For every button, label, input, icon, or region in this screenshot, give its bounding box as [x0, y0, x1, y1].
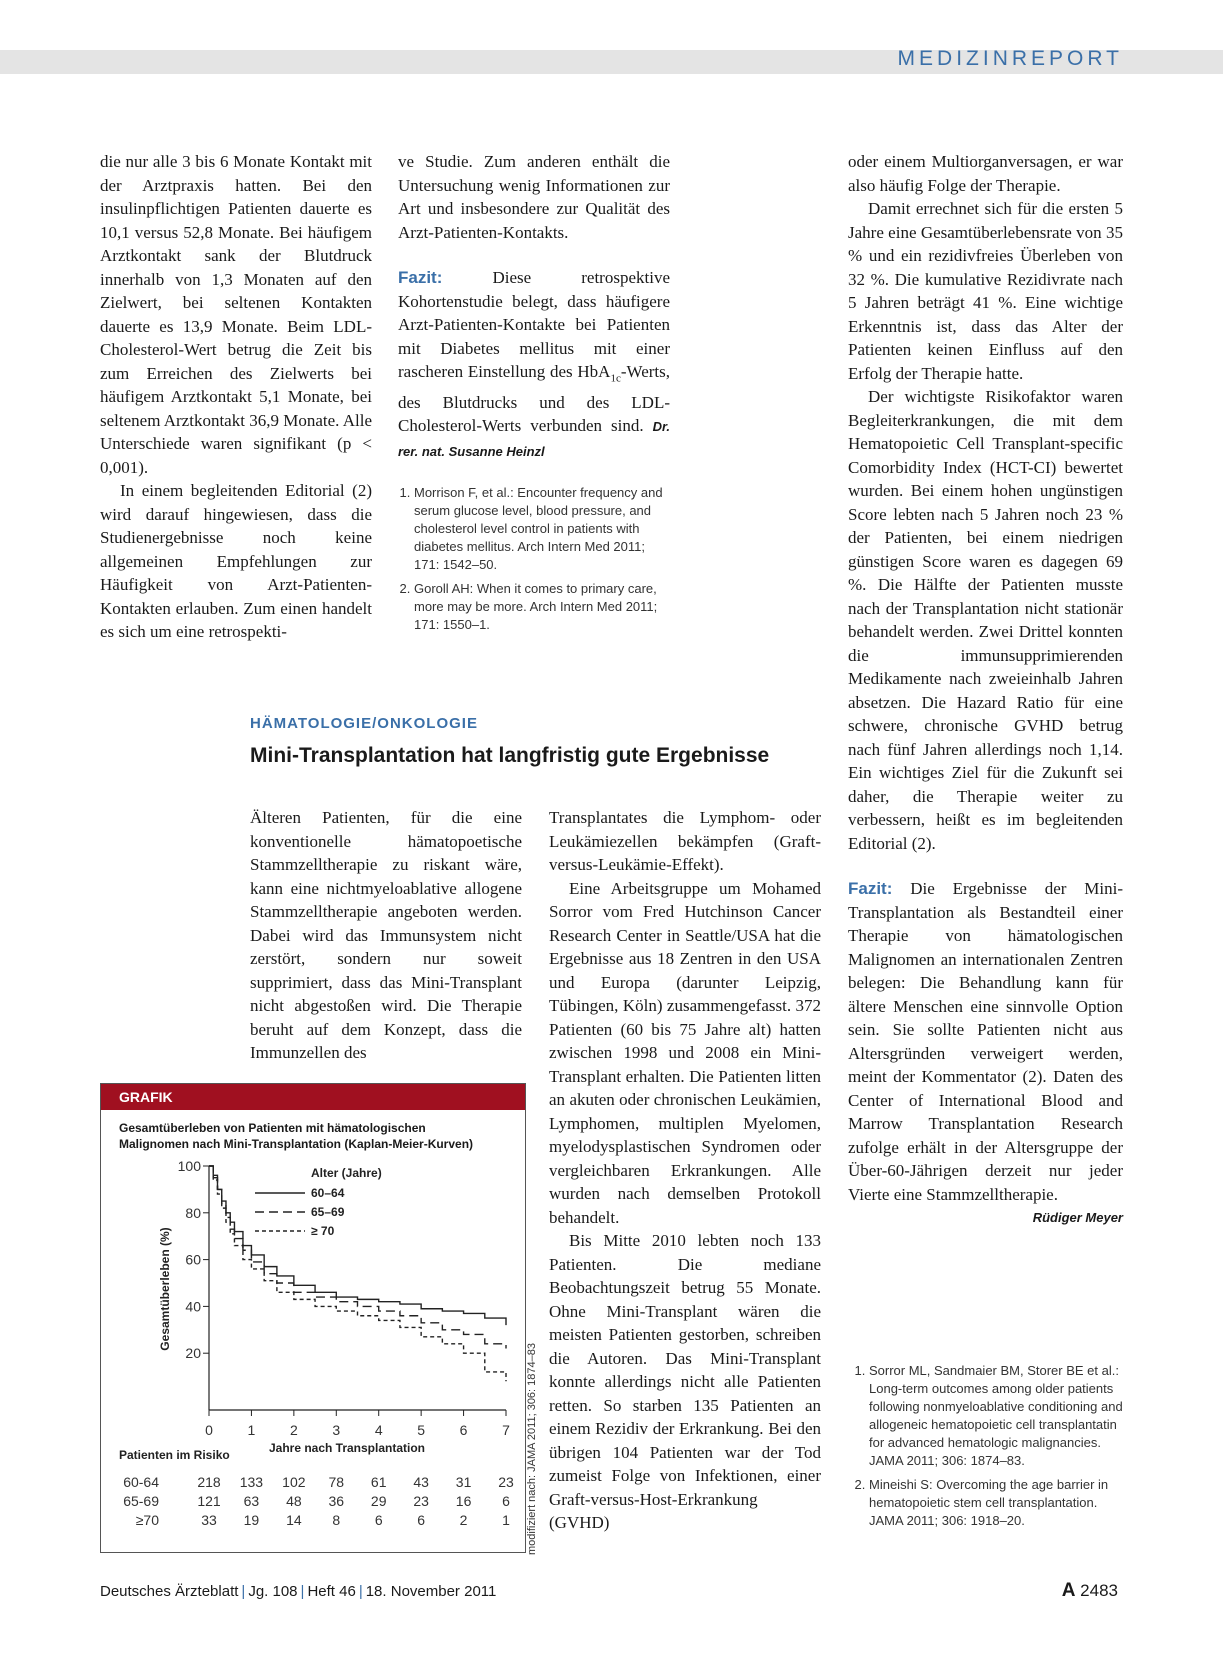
x-tick-label: 1 [247, 1422, 256, 1438]
risk-value: 6 [502, 1493, 510, 1509]
risk-value: 218 [197, 1474, 221, 1490]
risk-value: 29 [370, 1493, 387, 1509]
chart-title-line-1: Gesamtüberleben von Patienten mit hämatologischen [119, 1121, 426, 1135]
y-tick-label: 60 [185, 1251, 201, 1268]
article2-column-1 [250, 806, 522, 1065]
paragraph: Damit errechnet sich für die ersten 5 Jahre eine Gesamtüberlebensrate von 35 % und ein rezidivfreies Überleben von 32 %. Die kumulative Rezidivrate nach 5 Jahren beträgt 41 %. Eine wichtige Erkenntnis ist, dass das Alter der Patienten keinen Einfluss auf den Erfolg der Therapie hatte. [848, 199, 1123, 383]
y-tick-label: 80 [185, 1204, 201, 1221]
chart-source: modifiziert nach: JAMA 2011; 306: 1874–83 [526, 1343, 538, 1555]
y-tick-label: 20 [185, 1345, 201, 1362]
footer-separator: | [241, 1583, 246, 1600]
article1-references [398, 484, 670, 640]
footer-separator: | [300, 1583, 305, 1600]
risk-table-title: Patienten im Risiko [119, 1448, 230, 1462]
paragraph: ve Studie. Zum anderen enthält die Untersuchung wenig Informationen zur Art und insbesondere zur Qualität des Arzt-Patienten-Kontakts. [398, 152, 670, 242]
fazit-paragraph [398, 266, 670, 463]
legend-label: 60–64 [311, 1186, 345, 1200]
paragraph: Bis Mitte 2010 lebten noch 133 Patienten. Die mediane Beobachtungszeit betrug 55 Monate. Ohne Mini-Transplant wären die meisten Patienten gestorben, schreiben die Autoren. Das Mini-Transplant konnte allerdings nicht alle Patienten retten. So starben 135 Patienten an einem Rezidiv der Erkrankung. Bei den übrigen 104 Patienten war der Tod zumeist Folge von Infektionen, einer Graft-versus-Host-Erkrankung (GVHD) [549, 1231, 821, 1532]
risk-value: 2 [459, 1512, 468, 1528]
risk-value: 36 [328, 1493, 345, 1509]
page-number-value: 2483 [1080, 1581, 1118, 1600]
article1-column-2 [398, 150, 670, 463]
footer-issue: Heft 46 [307, 1583, 356, 1600]
author: Dr. rer. nat. Susanne Heinzl [398, 419, 670, 459]
y-axis-label: Gesamtüberleben (%) [158, 1227, 172, 1351]
article2-references [853, 1362, 1123, 1536]
fazit-label: Fazit: [848, 879, 893, 898]
legend-label: 65–69 [311, 1205, 345, 1219]
risk-value: 6 [374, 1512, 383, 1528]
article2-headline: Mini-Transplantation hat langfristig gute Ergebnisse [250, 744, 770, 767]
y-tick-label: 100 [177, 1158, 201, 1174]
risk-value: 43 [413, 1474, 429, 1490]
fazit-text-a: Diese retrospektive Kohortenstudie belegt, dass häufigere Arzt-Patienten-Kontakte bei Patienten mit Diabetes mellitus mit einer rascheren Einstellung des HbA [398, 268, 670, 381]
series-line [209, 1166, 506, 1349]
risk-value: 19 [243, 1512, 260, 1528]
chart-title-line-2: Malignomen nach Mini-Transplantation (Kaplan-Meier-Kurven) [119, 1137, 474, 1151]
x-axis-label: Jahre nach Transplantation [268, 1441, 426, 1455]
risk-value: 8 [332, 1512, 341, 1528]
x-tick-label: 3 [332, 1422, 341, 1438]
fazit-label: Fazit: [398, 268, 443, 287]
footer-journal: Deutsches Ärzteblatt [100, 1583, 239, 1600]
article2-column-2 [549, 806, 821, 1535]
paragraph: Der wichtigste Risikofaktor waren Begleiterkrankungen, die mit dem Hematopoietic Cell Transplant-specific Comorbidity Index (HCT-CI) bewertet wurden. Bei einem hohen ungünstigen Score lebten nach 5 Jahren noch 23 % der Patienten, bei einem niedrigen günstigen Score waren es dagegen 69 %. Die Hälfte der Patienten musste nach der Transplantation nicht stationär behandelt werden. Zwei Drittel konnten die immunsupprimierenden Medikamente nach zweieinhalb Jahren absetzen. Die Hazard Ratio für eine schwere, chronische GVHD betrug nach fünf Jahren allerdings noch 1,14. Ein wichtiges Ziel für die Zukunft sei daher, die Therapie weiter zu verbessern, heißt es im begleitenden Editorial (2). [848, 387, 1123, 853]
article2-column-3 [848, 150, 1123, 1230]
risk-row-label: ≥70 [135, 1512, 159, 1528]
risk-value: 78 [328, 1474, 345, 1490]
fazit-subscript: 1c [610, 372, 621, 385]
risk-row-label: 60-64 [123, 1474, 159, 1490]
paragraph: Transplantates die Lymphom- oder Leukämiezellen bekämpfen (Graft-versus-Leukämie-Effekt). [549, 808, 821, 874]
risk-value: 48 [286, 1493, 302, 1509]
author: Rüdiger Meyer [1032, 1210, 1123, 1225]
article2-kicker: HÄMATOLOGIE/ONKOLOGIE [250, 715, 478, 732]
paragraph: In einem begleitenden Editorial (2) wird darauf hingewiesen, dass die Studienergebnisse noch keine allgemeinen Empfehlungen zur Häufigkeit von Arzt-Patienten-Kontakten erlauben. Zum einen handelt es sich um eine retrospekti- [100, 481, 372, 641]
risk-value: 33 [201, 1512, 217, 1528]
reference: 1. Morrison F, et al.: Encounter frequency and serum glucose level, blood pressure, and cholesterol level control in patients with diabetes mellitus. Arch Intern Med 2011; 171: 1542–50. [414, 484, 670, 574]
x-tick-label: 5 [417, 1422, 426, 1438]
risk-value: 102 [282, 1474, 306, 1490]
x-tick-label: 2 [289, 1422, 298, 1438]
page-number [1062, 1580, 1118, 1602]
legend-label: ≥ 70 [311, 1224, 335, 1238]
fazit-paragraph [848, 877, 1123, 1206]
fazit-text-b: -Werts, des Blutdrucks und des LDL-Cholesterol-Werts verbunden sind. [398, 362, 670, 436]
paragraph: oder einem Multiorganversagen, er war also häufig Folge der Therapie. [848, 152, 1123, 195]
risk-value: 31 [455, 1474, 472, 1490]
x-tick-label: 0 [205, 1422, 213, 1438]
risk-value: 121 [197, 1493, 221, 1509]
fazit-text: Die Ergebnisse der Mini-Transplantation als Bestandteil einer Therapie von hämatologischen Malignomen an internationalen Zentren belegen: Die Behandlung kann für ältere Menschen eine sinnvolle Option sein. Sie sollte Patienten nicht aus Altersgründen verweigert werden, meint der Kommentator (2). Daten des Center of International Blood and Marrow Transplantation Research zufolge erhält in der Altersgruppe der Über-60-Jährigen derzeit nur jeder Vierte eine Stammzelltherapie. [848, 879, 1124, 1204]
risk-value: 61 [370, 1474, 387, 1490]
risk-value: 14 [286, 1512, 302, 1528]
risk-value: 1 [502, 1512, 510, 1528]
page-prefix: A [1061, 1580, 1076, 1601]
footer-date: 18. November 2011 [365, 1583, 497, 1600]
footer-separator: | [358, 1583, 363, 1600]
paragraph: Älteren Patienten, für die eine konventionelle hämatopoetische Stammzelltherapie zu riskant wäre, kann eine nichtmyeloablative allogene Stammzelltherapie angeboten werden. Dabei wird das Immunsystem nicht zerstört, sondern nur soweit supprimiert, dass das Mini-Transplant nicht abgestoßen wird. Die Therapie beruht auf dem Konzept, dass die Immunzellen des [250, 808, 522, 1062]
risk-value: 133 [239, 1474, 264, 1490]
risk-value: 63 [243, 1493, 260, 1509]
legend-title: Alter (Jahre) [311, 1166, 382, 1180]
kaplan-meier-chart [101, 1084, 525, 1552]
risk-value: 23 [498, 1474, 514, 1490]
risk-row-label: 65-69 [123, 1493, 159, 1509]
footer-citation [100, 1583, 496, 1600]
paragraph: Eine Arbeitsgruppe um Mohamed Sorror vom Fred Hutchinson Cancer Research Center in Seattle/USA hat die Ergebnisse aus 18 Zentren in den USA und Europa (darunter Leipzig, Tübingen, Köln) zusammengefasst. 372 Patienten (60 bis 75 Jahre alt) hatten zwischen 1998 und 2008 ein Mini-Transplant erhalten. Die Patienten litten an akuten oder chronischen Leukämien, Lymphomen, multiplen Myelomen, myelodysplastischen Syndromen oder vergleichbaren Erkrankungen. Alle wurden nach demselben Protokoll behandelt. [549, 878, 821, 1227]
reference: 1. Sorror ML, Sandmaier BM, Storer BE et al.: Long-term outcomes among older patients following nonmyeloablative conditioning and allogeneic hematopoietic cell transplantatin for advanced hematologic malignancies. JAMA 2011; 306: 1874–83. [869, 1362, 1123, 1470]
section-label: MEDIZINREPORT [897, 47, 1123, 70]
x-tick-label: 7 [502, 1422, 510, 1438]
chart-label: GRAFIK [101, 1084, 525, 1110]
risk-value: 23 [413, 1493, 429, 1509]
x-tick-label: 6 [459, 1422, 468, 1438]
reference: 2. Mineishi S: Overcoming the age barrier in hematopoietic stem cell transplantation. JAMA 2011; 306: 1918–20. [869, 1476, 1123, 1530]
reference: 2. Goroll AH: When it comes to primary care, more may be more. Arch Intern Med 2011; 171: 1550–1. [414, 580, 670, 634]
series-line [209, 1166, 506, 1381]
x-tick-label: 4 [374, 1422, 383, 1438]
paragraph: die nur alle 3 bis 6 Monate Kontakt mit der Arztpraxis hatten. Bei den insulinpflichtigen Patienten dauerte es 10,1 versus 52,8 Monate. Bei häufigem Arztkontakt sank der Blutdruck innerhalb von 1,3 Monaten auf den Zielwert, bei seltenen Kontakten dauerte es 13,9 Monate. Beim LDL-Cholesterol-Wert betrug die Zeit bis zum Erreichen des Zielwerts bei häufigem Arztkontakt 5,1 Monate, bei seltenem Arztkontakt 36,9 Monate. Alle Unterschiede waren signifikant (p < 0,001). [100, 152, 372, 477]
risk-value: 6 [417, 1512, 426, 1528]
article1-column-1 [100, 150, 372, 644]
y-tick-label: 40 [185, 1298, 201, 1315]
footer-volume: Jg. 108 [248, 1583, 298, 1600]
risk-value: 16 [455, 1493, 472, 1509]
chart-figure [100, 1083, 526, 1553]
